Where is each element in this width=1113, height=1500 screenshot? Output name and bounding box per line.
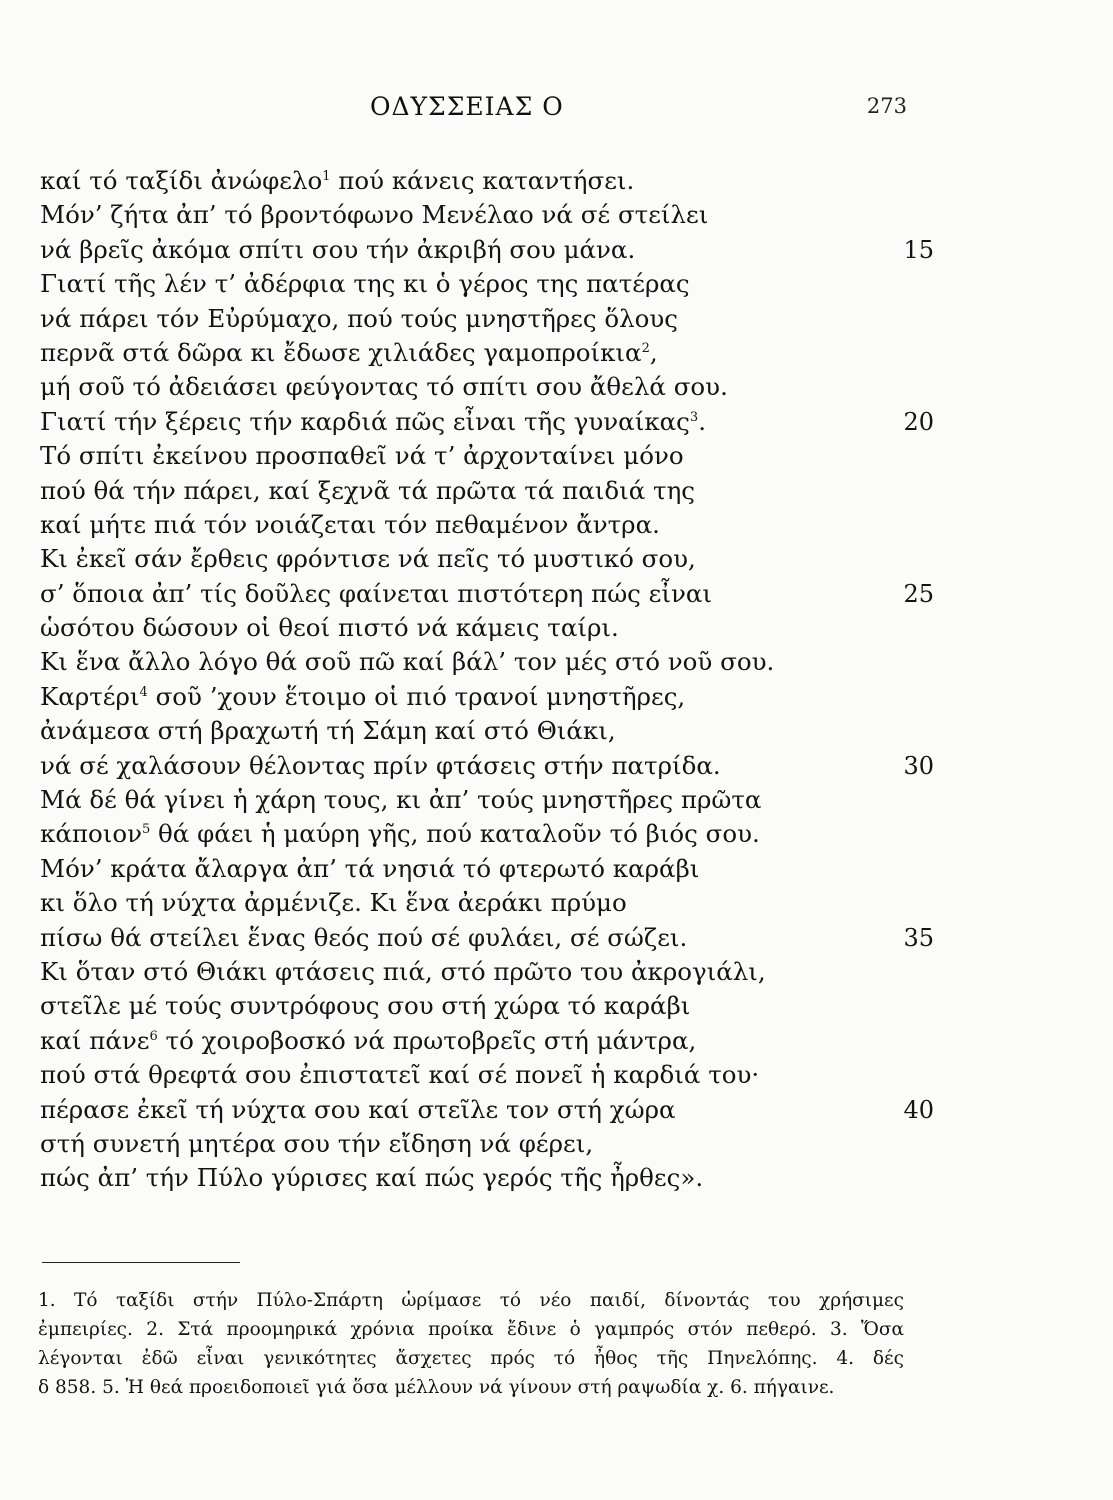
verse-text bbox=[40, 233, 635, 267]
verse-line bbox=[40, 955, 920, 989]
verse-text bbox=[40, 989, 690, 1023]
verse-text bbox=[40, 852, 699, 886]
verse-line bbox=[40, 749, 934, 783]
footnote-marker: 4 bbox=[139, 684, 148, 700]
verse-segment: μή σοῦ τό ἀδειάσει φεύγοντας τό σπίτι σου ἄθελά σου. bbox=[40, 372, 728, 402]
verse-text bbox=[40, 198, 708, 232]
footnote-marker: 1 bbox=[322, 169, 331, 184]
verse-line bbox=[40, 474, 920, 508]
verse-text bbox=[40, 921, 687, 955]
footnote-marker: 5 bbox=[141, 822, 151, 838]
line-number: 30 bbox=[903, 751, 934, 780]
verse-text bbox=[40, 886, 627, 920]
verse-text bbox=[40, 474, 695, 508]
verse-line bbox=[40, 302, 920, 336]
verse-text bbox=[40, 680, 685, 714]
verse-line bbox=[40, 233, 934, 267]
verse-segment-tail: . bbox=[698, 406, 706, 436]
footnote-line: δ 858. 5. Ἡ θεά προειδοποιεῖ γιά ὅσα μέλλουν νά γίνουν στή ραψωδία χ. 6. πήγαινε. bbox=[38, 1377, 835, 1398]
verse-text bbox=[40, 508, 660, 542]
verse-text bbox=[40, 1161, 703, 1195]
verse-text bbox=[40, 1024, 696, 1058]
verse-segment: νά πάρει τόν Εὐρύμαχο, πού τούς μνηστῆρες ὅλους bbox=[40, 303, 679, 333]
footnote-line: ἐμπειρίες. 2. Στά προομηρικά χρόνια προίκα ἔδινε ὁ γαμπρός στόν πεθερό. 3. Ὅσα bbox=[38, 1319, 904, 1340]
verse-text bbox=[40, 164, 634, 198]
verse-line bbox=[40, 336, 920, 370]
verse-segment: καί μήτε πιά τόν νοιάζεται τόν πεθαμένον ἄντρα. bbox=[40, 509, 660, 539]
verse-text bbox=[40, 370, 728, 404]
line-number: 40 bbox=[903, 1095, 934, 1124]
verse-text bbox=[40, 645, 774, 679]
verse-line bbox=[40, 370, 920, 404]
verse-line bbox=[40, 405, 934, 439]
verse-line bbox=[40, 1127, 920, 1161]
footnote-line: 1. Τό ταξίδι στήν Πύλο-Σπάρτη ὡρίμασε τό νέο παιδί, δίνοντάς του χρήσιμες bbox=[38, 1290, 904, 1311]
verse-line bbox=[40, 714, 920, 748]
verse-segment-tail: , bbox=[649, 337, 658, 367]
verse-segment-tail: θά φάει ἡ μαύρη γῆς, πού καταλοῦν τό βιός σου. bbox=[150, 819, 760, 849]
verse-segment: Κι ὅταν στό Θιάκι φτάσεις πιά, στό πρῶτο του ἀκρογιάλι, bbox=[40, 956, 766, 986]
footnote-marker: 6 bbox=[149, 1028, 158, 1044]
verse-segment: ἀνάμεσα στή βραχωτή τή Σάμη καί στό Θιάκι, bbox=[40, 716, 616, 746]
verse-line bbox=[40, 1161, 920, 1195]
verse-segment: Γιατί τῆς λέν τ’ ἀδέρφια της κι ὁ γέρος της πατέρας bbox=[40, 269, 690, 299]
verse-line bbox=[40, 577, 934, 611]
verse-text bbox=[40, 267, 690, 301]
verse-line bbox=[40, 783, 920, 817]
verse-segment: ὡσότου δώσουν οἱ θεοί πιστό νά κάμεις ταίρι. bbox=[40, 613, 619, 643]
verse-line bbox=[40, 1058, 920, 1092]
verse-text bbox=[40, 749, 721, 783]
verse-line bbox=[40, 645, 920, 679]
verse-segment: Μόν’ κράτα ἄλαργα ἀπ’ τά νησιά τό φτερωτό καράβι bbox=[40, 853, 700, 883]
verse-segment: νά σέ χαλάσουν θέλοντας πρίν φτάσεις στήν πατρίδα. bbox=[40, 750, 721, 780]
verse-text bbox=[40, 611, 619, 645]
verse-line bbox=[40, 198, 920, 232]
verse-line bbox=[40, 921, 934, 955]
verse-segment: Τό σπίτι ἐκείνου προσπαθεῖ νά τ’ ἀρχονταίνει μόνο bbox=[40, 441, 684, 471]
verse-text bbox=[40, 405, 706, 439]
verse-line bbox=[40, 542, 920, 576]
verse-segment-tail: τό χοιροβοσκό νά πρωτοβρεῖς στή μάντρα, bbox=[157, 1025, 697, 1055]
verse-line bbox=[40, 680, 920, 714]
line-number: 25 bbox=[903, 579, 934, 608]
verse-text bbox=[40, 1127, 593, 1161]
page-title: ΟΔΥΣΣΕΙΑΣ Ο bbox=[370, 92, 564, 121]
verse-segment: καί τό ταξίδι ἀνώφελο bbox=[40, 166, 323, 195]
verse-line bbox=[40, 1024, 920, 1058]
verse-segment: πού στά θρεφτά σου ἐπιστατεῖ καί σέ πονεῖ ἡ καρδιά του· bbox=[40, 1060, 760, 1090]
verse-segment: πώς ἀπ’ τήν Πύλο γύρισες καί πώς γερός τῆς ἦρθες». bbox=[40, 1163, 704, 1193]
verse-segment: Μόν’ ζήτα ἀπ’ τό βροντόφωνο Μενέλαο νά σέ στείλει bbox=[40, 200, 709, 230]
verse-line bbox=[40, 611, 920, 645]
verse-line bbox=[40, 852, 920, 886]
verse-line bbox=[40, 508, 920, 542]
verse-text bbox=[40, 439, 684, 473]
verse-segment: κάποιον bbox=[40, 819, 142, 849]
page-number: 273 bbox=[866, 94, 907, 118]
verse-segment: Καρτέρι bbox=[40, 681, 140, 711]
verse-segment: καί πάνε bbox=[40, 1025, 150, 1055]
line-number: 15 bbox=[903, 235, 934, 264]
footnote-marker: 2 bbox=[641, 340, 650, 356]
verse-text bbox=[40, 542, 696, 576]
verse-line bbox=[40, 886, 920, 920]
verse-line bbox=[40, 164, 920, 198]
verse-segment: περνᾶ στά δῶρα κι ἔδωσε χιλιάδες γαμοπροίκια bbox=[40, 337, 642, 367]
verse-segment: στεῖλε μέ τούς συντρόφους σου στή χώρα τό καράβι bbox=[40, 991, 691, 1021]
verse-segment: Κι ἕνα ἄλλο λόγο θά σοῦ πῶ καί βάλ’ τον μές στό νοῦ σου. bbox=[40, 647, 775, 677]
verse-segment: νά βρεῖς ἀκόμα σπίτι σου τήν ἀκριβή σου μάνα. bbox=[40, 234, 636, 264]
verse-text bbox=[40, 577, 712, 611]
line-number: 35 bbox=[903, 923, 934, 952]
verse-segment: Κι ἐκεῖ σάν ἔρθεις φρόντισε νά πεῖς τό μυστικό σου, bbox=[40, 544, 696, 574]
verse-segment: πίσω θά στείλει ἕνας θεός πού σέ φυλάει, σέ σώζει. bbox=[40, 922, 688, 952]
verse-line bbox=[40, 817, 920, 851]
verse-text bbox=[40, 302, 678, 336]
verse-text bbox=[40, 955, 766, 989]
verse-text bbox=[40, 1093, 676, 1127]
line-number: 20 bbox=[903, 407, 934, 436]
verse-text bbox=[40, 783, 761, 817]
verse-text bbox=[40, 336, 658, 370]
verse-line bbox=[40, 267, 920, 301]
verse-segment: κι ὅλο τή νύχτα ἀρμένιζε. Κι ἕνα ἀεράκι πρύμο bbox=[40, 888, 627, 918]
footnote-marker: 3 bbox=[689, 409, 699, 425]
verse-segment: πέρασε ἐκεῖ τή νύχτα σου καί στεῖλε τον στή χώρα bbox=[40, 1094, 676, 1124]
verse-text bbox=[40, 1058, 759, 1092]
verse-segment-tail: πού κάνεις καταντήσει. bbox=[330, 166, 635, 195]
verse-text bbox=[40, 714, 616, 748]
verse-text bbox=[40, 817, 760, 851]
verse-segment: σ’ ὅποια ἀπ’ τίς δοῦλες φαίνεται πιστότερη πώς εἶναι bbox=[40, 578, 713, 608]
footnote-line: λέγονται ἐδῶ εἶναι γενικότητες ἄσχετες πρός τό ἦθος τῆς Πηνελόπης. 4. δές bbox=[38, 1348, 904, 1369]
verse-block bbox=[40, 164, 934, 1196]
footnotes bbox=[38, 1286, 904, 1402]
verse-segment-tail: σοῦ ’χουν ἕτοιμο οἱ πιό τρανοί μνηστῆρες, bbox=[147, 681, 686, 711]
footnote-divider bbox=[42, 1262, 240, 1263]
verse-line bbox=[40, 989, 920, 1023]
verse-segment: στή συνετή μητέρα σου τήν εἴδηση νά φέρει, bbox=[40, 1128, 594, 1158]
verse-segment: πού θά τήν πάρει, καί ξεχνᾶ τά πρῶτα τά παιδιά της bbox=[40, 475, 696, 505]
verse-segment: Γιατί τήν ξέρεις τήν καρδιά πῶς εἶναι τῆς γυναίκας bbox=[40, 406, 690, 436]
verse-segment: Μά δέ θά γίνει ἡ χάρη τους, κι ἀπ’ τούς μνηστῆρες πρῶτα bbox=[40, 785, 762, 815]
verse-line bbox=[40, 439, 920, 473]
verse-line bbox=[40, 1093, 934, 1127]
